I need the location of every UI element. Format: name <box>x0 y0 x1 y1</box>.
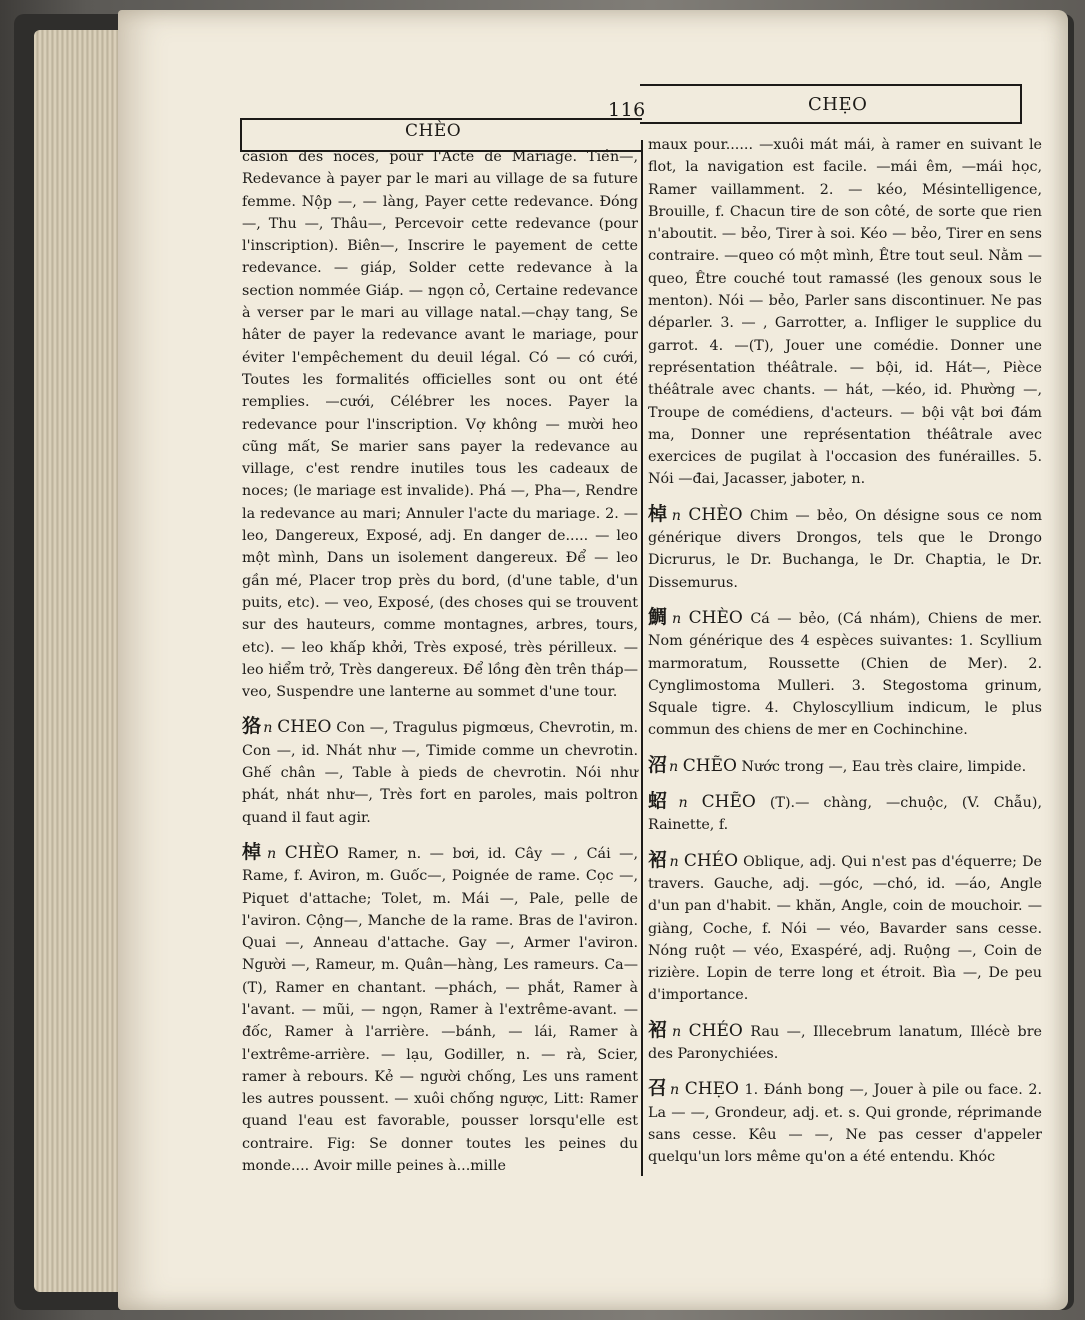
left-column <box>242 146 638 1177</box>
headword: CHÉO <box>683 850 739 871</box>
dictionary-entry <box>648 503 1042 594</box>
chinese-character: 袑 <box>648 1018 670 1041</box>
dictionary-entry <box>242 841 638 1177</box>
entry-text: (T).— chàng, —chuộc, (V. Chẫu), Rainette, f. <box>648 795 1042 834</box>
entry-gap <box>648 1007 1042 1019</box>
page-edges <box>34 30 130 1292</box>
entry-text: Rau —, Illecebrum lanatum, Illécè bre des Paronychiées. <box>648 1023 1042 1062</box>
chinese-character: 袑 <box>648 848 668 871</box>
entry-text: maux pour...... —xuôi mát mái, à ramer en suivant le flot, la navigation est facile. —mái êm, —mái học, Ramer vaillamment. 2. — kéo, Mésintelligence, Brouille, f. Chacun tire de son côté, de sorte que rien n'aboutit. — bẻo, Tirer à soi. Kéo — bẻo, Tirer en sens contraire. —queo có một mình, Être tout seul. Nằm — queo, Être couché tout ramassé (les genoux sous le menton). Nói — bẻo, Parler sans discontinuer. Ne pas déparler. 3. — , Garrotter, a. Infliger le supplice du garrot. 4. —(T), Jouer une comédie. Donner une représentation théâtrale. — bội, id. Hát—, Pièce théâtrale avec chants. — hát, —kéo, id. Phường —, Troupe de comédiens, d'acteurs. — bội vật bơi đám ma, Donner une représentation théâtrale avec exercices de pugilat à l'occasion des funérailles. 5. Nói —đai, Jacasser, jaboter, n. <box>648 137 1042 488</box>
part-of-speech: n <box>678 795 688 812</box>
headword: CHÈO <box>688 504 743 525</box>
entry-text: Oblique, adj. Qui n'est pas d'équerre; De travers. Gauche, adj. —góc, —chó, id. —áo, Angle d'un pan d'habit. — khăn, Angle, coin de mouchoir. —giàng, Coche, f. Nói — véo, Bavarder sans cesse. Nóng ruột — véo, Exaspéré, adj. Ruộng —, Coin de rizière. Lopin de terre long et étroit. Bìa —, De peu d'importance. <box>648 853 1042 1004</box>
header-left-word: CHÈO <box>405 121 462 141</box>
header-right-word: CHẸO <box>808 94 868 115</box>
entry-continuation <box>242 146 638 703</box>
part-of-speech: n <box>263 720 273 737</box>
dictionary-entry <box>242 715 638 828</box>
entry-text: Con —, Tragulus pigmœus, Chevrotin, m. Con —, id. Nhát như —, Timide comme un chevrotin. Ghế chân —, Table à pieds de chevrotin. Nói như phát, nhát như—, Très fort en paroles, mais poltron quand il faut agir. <box>242 720 638 826</box>
page-number: 116 <box>608 99 646 121</box>
dictionary-entry <box>648 606 1042 742</box>
entry-gap <box>648 1065 1042 1077</box>
entry-text: Ramer, n. — bơi, id. Cây — , Cái —, Rame, f. Aviron, m. Guốc—, Poignée de rame. Cọc —, Piquet d'attache; Tolet, m. Mái —, Pale, pelle de l'aviron. Cộng—, Manche de la rame. Bras de l'aviron. Quai —, Anneau d'attache. Gay —, Armer l'aviron. Người —, Rameur, m. Quân—hàng, Les rameurs. Ca—(T), Ramer en chantant. —phách, — phắt, Ramer à l'avant. — mũi, — ngọn, Ramer à l'extrême-avant. — đốc, Ramer à l'arrière. —bánh, — lái, Ramer à l'extrême-arrière. — lạu, Godiller, n. — rà, Scier, ramer à rebours. Kẻ — người chống, Les uns rament les autres poussent. — xuôi chống ngược, Litt: Ramer quand l'eau est favorable, pousser lorsqu'elle est contraire. Fig: Se donner toutes les peines du monde.... Avoir mille peines à...mille <box>242 845 639 1175</box>
entry-gap <box>648 594 1042 606</box>
headword: CHÉO <box>688 1020 743 1041</box>
entry-text: casion des noces, pour l'Acte de Mariage. Tiền—, Redevance à payer par le mari au village de sa future femme. Nộp —, — làng, Payer cette redevance. Đóng —, Thu —, Thâu—, Percevoir cette redevance (pour l'inscription). Biên—, Inscrire le payement de cette redevance. — giáp, Solder cette redevance à la section nommée Giáp. — ngọn cỏ, Certaine redevance à verser par le mari au village natal.—chạy tang, Se hâter de payer la redevance avant le mariage, pour éviter l'empêchement du deuil légal. Có — có cưới, Toutes les formalités officielles sont ou ont été remplies. —cưới, Célébrer les noces. Payer la redevance pour l'inscription. Vợ không — mười heo cũng mất, Se marier sans payer la redevance au village, c'est rendre inutiles tous les cadeaux de noces; (le mariage est invalide). Phá —, Pha—, Rendre la redevance au mari; Annuler l'acte du mariage. 2. — leo, Dangereux, Exposé, adj. En danger de..... — leo một mình, Dans un isolement dangereux. Để — leo gần mé, Placer trop près du bord, (d'une table, d'un puits, etc). — veo, Exposé, (des choses qui se trouvent sur des hauteurs, comme montagnes, arbres, tours, etc). — leo khấp khởi, Très exposé, très périlleux. —leo hiểm trở, Très dangereux. Để lồng đèn trên tháp— veo, Suspendre une lanterne au sommet d'une tour. <box>242 149 638 701</box>
dictionary-entry <box>648 754 1042 778</box>
headword: CHẼO <box>682 755 737 776</box>
right-column <box>648 134 1042 1168</box>
headword: CHẼO <box>701 792 756 813</box>
chinese-character: 棹 <box>648 502 670 525</box>
headword: CHẸO <box>684 1079 739 1100</box>
entry-gap <box>648 778 1042 790</box>
part-of-speech: n <box>669 758 679 775</box>
dictionary-entry <box>648 849 1042 1007</box>
entry-text: Chim — bẻo, On désigne sous ce nom générique divers Drongos, tels que le Drongo Dicrurus, le Dr. Buchanga, le Dr. Chaptia, le Dr. Dissemurus. <box>648 507 1042 591</box>
part-of-speech: n <box>671 610 682 627</box>
entry-text: Cá — bẻo, (Cá nhám), Chiens de mer. Nom générique des 4 espèces suivantes: 1. Scyllium marmoratum, Roussette (Chien de Mer). 2. Cynglimostoma Mulleri. 3. Stegostoma grinum, Squale tigre. 4. Chyloscyllium indicum, le plus commun des chiens de mer en Cochinchine. <box>648 610 1042 739</box>
entry-gap <box>242 703 638 715</box>
entry-text: Nước trong —, Eau très claire, limpide. <box>741 758 1027 775</box>
entry-text: 1. Đánh bong —, Jouer à pile ou face. 2. La — —, Grondeur, adj. et. s. Qui gronde, réprimande sans cesse. Kêu — —, Ne pas cesser d'appeler quelqu'un lors même qu'on a été entendu. Khóc <box>648 1082 1043 1166</box>
chinese-character: 沼 <box>648 753 668 776</box>
column-divider <box>641 140 643 1176</box>
part-of-speech: n <box>266 845 277 862</box>
dictionary-entry <box>648 1077 1042 1168</box>
part-of-speech: n <box>669 853 679 870</box>
chinese-character: 鯛 <box>648 605 670 628</box>
part-of-speech: n <box>670 1082 680 1099</box>
dictionary-entry <box>648 1019 1042 1066</box>
chinese-character: 狢 <box>242 715 262 738</box>
entry-gap <box>648 742 1042 754</box>
headword: CHÈO <box>284 842 339 863</box>
chinese-character: 蛁 <box>648 790 677 813</box>
entry-gap <box>648 837 1042 849</box>
headword: CHEO <box>277 717 332 738</box>
part-of-speech: n <box>671 507 681 524</box>
dictionary-entry <box>648 790 1042 837</box>
chinese-character: 召 <box>648 1077 669 1100</box>
chinese-character: 棹 <box>242 840 265 863</box>
part-of-speech: n <box>671 1023 682 1040</box>
headword: CHÈO <box>688 607 743 628</box>
entry-gap <box>242 829 638 841</box>
entry-continuation <box>648 134 1042 491</box>
entry-gap <box>648 491 1042 503</box>
